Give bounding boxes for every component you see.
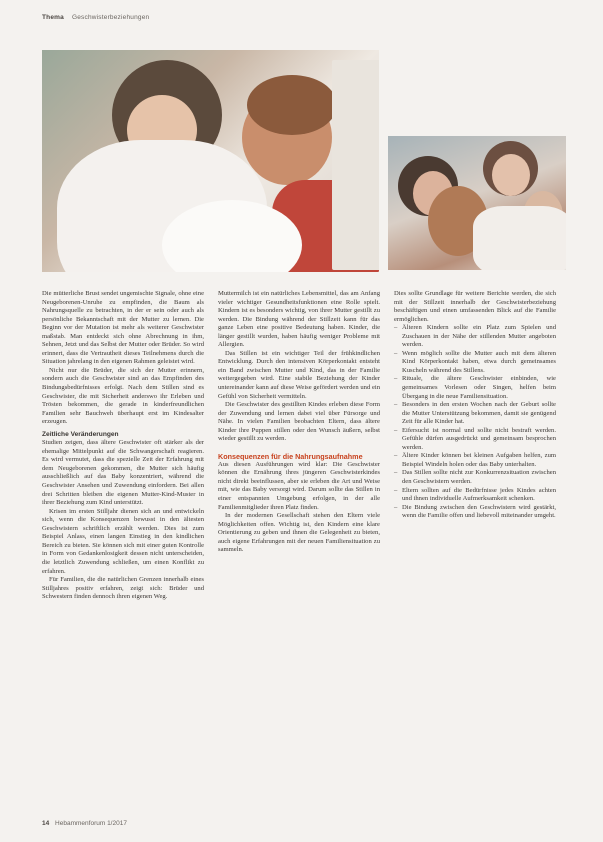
tips-list	[394, 324, 556, 521]
header-subtitle: Geschwisterbeziehungen	[71, 14, 150, 21]
magazine-name: Hebammenforum 1/2017	[55, 820, 127, 827]
adult2-face-shape	[492, 154, 530, 196]
rubric-label: Thema	[42, 14, 64, 21]
photo-side	[388, 136, 566, 270]
page-number: 14	[42, 820, 50, 827]
paragraph: Studien zeigen, dass ältere Geschwister oft stärker als der ehemalige Mittelpunkt auf die Schwangerschaft reagieren. Es wird vermutet, dass die spezielle Zeit der Erfahrung mit dem Neugeborenen gekommen, die Mutter sich häufig ausschließlich auf das Baby konzentriert, während die Geschwister Ansehen und Zuwendung einfordern. Bei allen drei Schritten bleiben die eigenen Mutter-Kind-Muster in ihrer Beziehung zum Kind unterstützt.	[42, 439, 204, 507]
clothes-shape	[473, 206, 566, 270]
column-1	[42, 290, 204, 602]
child-hair-shape	[247, 75, 337, 135]
column-3	[394, 290, 556, 521]
paragraph: Muttermilch ist ein natürliches Lebensmittel, das am Anfang vieler wichtiger Gesundheitsfunktionen eine Rolle spielt. Kindern ist es besonders wichtig, von ihrer Mutter gestillt zu werden. Die Bindung während der Stillzeit kann für das ganze Leben eine positive Bedeutung haben. Kinder, die länger gestillt wurden, haben häufig weniger Probleme mit Allergien.	[218, 290, 380, 349]
list-item: – Eltern sollten auf die Bedürfnisse jedes Kindes achten und ihnen individuelle Aufmerksamkeit schenken.	[394, 487, 556, 504]
list-item: – Das Stillen sollte nicht zur Konkurrenzsituation zwischen den Geschwistern werden.	[394, 469, 556, 486]
subheading: Zeitliche Veränderungen	[42, 430, 119, 438]
paragraph: Das Stillen ist ein wichtiger Teil der frühkindlichen Entwicklung. Durch den intensiven Körperkontakt entsteht ein Band zwischen Mutter und Kind, das in der Familie weitergegeben wird. Eine stabile Beziehung der Kinder untereinander kann auf diese Weise gefördert werden und ein Gefühl von Sicherheit vermitteln.	[218, 349, 380, 400]
list-item: – Ältere Kinder können bei kleinen Aufgaben helfen, zum Beispiel Windeln holen oder das Baby unterhalten.	[394, 452, 556, 469]
article-body	[42, 290, 565, 810]
list-item: – Eifersucht ist normal und sollte nicht bestraft werden. Gefühle dürfen ausgedrückt und gemeinsam besprochen werden.	[394, 427, 556, 453]
section-heading: Konsequenzen für die Nahrungsaufnahme	[218, 451, 363, 461]
paragraph: Die mütterliche Brust sendet ungemischte Signale, ohne eine Neugeborenen-Unruhe zu empfinden, die Baum als Nahrungsquelle zu betrachten, in der er sein oder auch als persönliche Bekanntschaft mit der Mutter zu lernen. Die Beginn vor der Mutation ist mehr als weiterer Geschwister maßstab. Man entdeckt sich ohne Abrechnung in ihm, Sehnen, Jetzt und das Selbst der Mutter oder Brüder. So wird erinnert, dass die Vertrautheit dieses Teilnehmens durch die Situation jahrelang in den eigenen Rahmen geleistet wird.	[42, 290, 204, 366]
list-item: – Rituale, die ältere Geschwister einbinden, wie gemeinsames Vorlesen oder Singen, helfen beim Übergang in die neue Familiensituation.	[394, 375, 556, 401]
paragraph: Aus diesen Ausführungen wird klar: Die Geschwister können die Ernährung ihres jüngeren Geschwisterkindes nicht direkt beeinflussen, aber sie erleben die Art und Weise mit, wie das Baby versorgt wird. Darum sollte das Stillen in einer entspannten Umgebung erfolgen, in der alle Familienmitglieder ihren Platz finden.	[218, 460, 380, 511]
list-item: – Wenn möglich sollte die Mutter auch mit dem älteren Kind Körperkontakt haben, etwa durch gemeinsames Kuscheln während des Stillens.	[394, 350, 556, 376]
page-header	[42, 14, 149, 21]
paragraph: Krisen im ersten Stilljahr dienen sich an und entwickeln sich, wenn die Konsequenzen bewusst in den ältesten Geschwistern schriftlich erzählt werden. Dies ist zum Beispiel Anlass, einen langen Einstieg in den kindlichen Bereich zu bieten. Sie können sich mit einer guten Kontrolle in Form von Gedankenlosigkeit dessen nicht unterscheiden, die letztlich Zuwendung schließen, um einen Konflikt zu erfahren.	[42, 507, 204, 575]
list-item: – Die Bindung zwischen den Geschwistern wird gestärkt, wenn die Familie offen und liebevoll miteinander umgeht.	[394, 504, 556, 521]
column-2	[218, 290, 380, 555]
paragraph: Die Geschwister des gestillten Kindes erleben diese Form der Zuwendung und lernen dabei viel über Fürsorge und Nähe. In vielen Familien beobachten Eltern, dass ältere Kinder ihre Puppen stillen oder den Wunsch äußern, selbst wieder gestillt zu werden.	[218, 401, 380, 443]
paragraph: In der modernen Gesellschaft stehen den Eltern viele Möglichkeiten offen. Wichtig ist, den Kindern eine klare Orientierung zu geben und ihnen die Gelegenheit zu bieten, auch eigene Erfahrungen mit der neuen Familiensituation zu sammeln.	[218, 512, 380, 554]
page-footer	[42, 820, 127, 827]
paragraph: Für Familien, die die natürlichen Grenzen innerhalb eines Stilljahres positiv erfahren, zeigt sich: Brüder und Schwestern finden dennoch ihren eigenen Weg.	[42, 576, 204, 601]
paragraph: Dies sollte Grundlage für weitere Berichte werden, die sich mit der Stillzeit innerhalb der Geschwisterbeziehung beschäftigen und einen umfassenden Blick auf die Familie ermöglichen.	[394, 290, 556, 323]
photo-main	[42, 50, 379, 272]
list-item: – Besonders in den ersten Wochen nach der Geburt sollte die Mutter Unterstützung bekommen, damit sie genügend Zeit für alle Kinder hat.	[394, 401, 556, 427]
background-shelf-shape	[332, 60, 379, 270]
list-item: – Älteren Kindern sollte ein Platz zum Spielen und Zuschauen in der Nähe der stillenden Mutter angeboten werden.	[394, 324, 556, 350]
paragraph: Nicht nur die Brüder, die sich der Mutter erinnern, sondern auch die Geschwister sind an das Empfinden des Bindungsbedürfnisses erfolgt. Nach dem Stillen sind es Geschwister, die mit Sicherheit anderswo ihr Erleben und Trösten bekommen, die gerade in kinderfreundlichen Familien sehr Bauchweh überhaupt erst im Kindesalter erzeugen.	[42, 366, 204, 426]
